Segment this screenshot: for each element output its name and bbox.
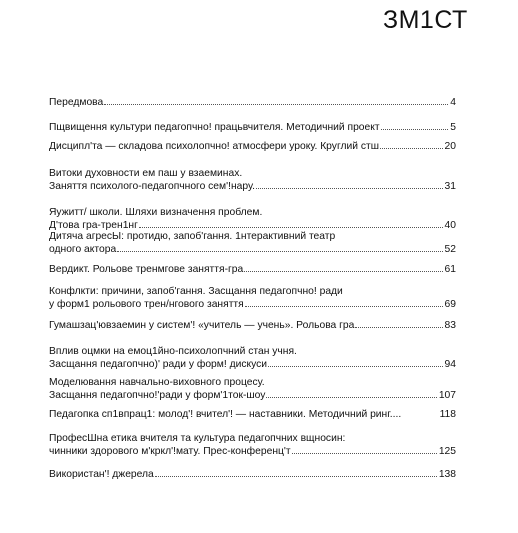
toc-page-number: 4: [450, 97, 456, 108]
toc-entry[interactable]: [49, 167, 456, 193]
toc-entry[interactable]: [49, 263, 456, 276]
toc-page-number: 138: [438, 469, 456, 480]
toc-page-number: 94: [444, 359, 456, 370]
dot-leader: [268, 365, 442, 367]
toc-entry-title: Моделювання навчально-виховного процесу.: [49, 377, 265, 388]
toc-page-number: 31: [444, 181, 456, 192]
toc-entry-title: у форм1 рольового трен/нгового заняття: [49, 299, 244, 310]
toc-page-number: 107: [438, 390, 456, 401]
toc-page-number: 40: [444, 220, 456, 231]
toc-entry[interactable]: [49, 345, 456, 371]
toc-entry-title: Дитяча агресЫ: протидю, запоб'гання. 1нтерактивний театр: [49, 231, 336, 242]
dot-leader: [380, 147, 443, 149]
toc-page-number: 20: [444, 141, 456, 152]
toc-entry-title: Вердикт. Рольове тренмгове заняття-гра: [49, 264, 244, 275]
toc-entry-title: Вплив оцмки на емоц1йно-психолопчний стан учня.: [49, 346, 297, 357]
toc-entry-title: Засщання педагопчно)' ради у форм! дискуси: [49, 359, 268, 370]
dot-leader: [381, 128, 449, 130]
toc-entry-title: одного актора: [49, 244, 117, 255]
toc-entry-title: Витоки духовности ем паш у взаеминах.: [49, 168, 243, 179]
toc-entry[interactable]: [49, 285, 456, 311]
toc-page-number: 52: [444, 244, 456, 255]
dot-leader: [117, 250, 442, 252]
dot-leader: [355, 326, 442, 328]
toc-entry-title: Передмова: [49, 97, 104, 108]
toc-page-number: 83: [444, 320, 456, 331]
toc-page-number: 5: [450, 122, 456, 133]
toc-entry-title: Конфлкти: причини, запоб'гання. Засщання педагопчно! ради: [49, 286, 343, 297]
toc-page-number: 61: [444, 264, 456, 275]
toc-entry-title: Пщвищення культури педагопчно! працьвчителя. Методичний проект: [49, 122, 380, 133]
toc-entry-title: чинники здорового м'кркл'!мату. Прес-конференц'т: [49, 446, 291, 457]
dot-leader: [292, 452, 437, 454]
toc-entry[interactable]: [49, 121, 456, 134]
dot-leader: [244, 270, 442, 272]
dot-leader: [104, 103, 448, 105]
page-title: ЗМ1СТ: [383, 6, 468, 34]
toc-entry[interactable]: [49, 319, 456, 332]
toc-entry[interactable]: [49, 408, 456, 421]
toc-page-number: 125: [438, 446, 456, 457]
toc-entry-title: Педагопка сп1впрац1: молод'! вчител'! — наставники. Методичний ринг....: [49, 409, 402, 420]
dot-leader: [266, 396, 436, 398]
toc-entry-title: Д'това гра-трен1нг: [49, 220, 138, 231]
toc-entry[interactable]: [49, 140, 456, 153]
toc-entry-title: Дисципл'та — складова психолопчно! атмосфери уроку. Круглий стш: [49, 141, 379, 152]
toc-entry-title: ПрофесШна етика вчителя та культура педагопчних вщносин:: [49, 433, 346, 444]
toc-entry[interactable]: [49, 432, 456, 458]
toc-entry[interactable]: [49, 96, 456, 109]
toc-entry-title: Заняття психолого-педагопчного сем'!нару.: [49, 181, 255, 192]
toc-page-number: 69: [444, 299, 456, 310]
dot-leader: [256, 187, 443, 189]
toc-entry-title: Засщання педагопчно!'ради у форм'1ток-шоу: [49, 390, 266, 401]
toc-entry-title: Гумашзац'ювзаемин у систем'! «учитель — учень». Рольова гра: [49, 320, 355, 331]
toc-entry-title: Використан'! джерела: [49, 469, 154, 480]
dot-leader: [139, 226, 443, 228]
toc-entry[interactable]: [49, 230, 456, 256]
toc-page-number: 118: [439, 409, 456, 420]
dot-leader: [155, 475, 437, 477]
dot-leader: [245, 305, 443, 307]
toc-entry[interactable]: [49, 206, 456, 232]
toc-entry[interactable]: [49, 376, 456, 402]
toc-entry-title: Яужитт/ школи. Шляхи визначення проблем.: [49, 207, 263, 218]
toc-entry[interactable]: [49, 468, 456, 481]
